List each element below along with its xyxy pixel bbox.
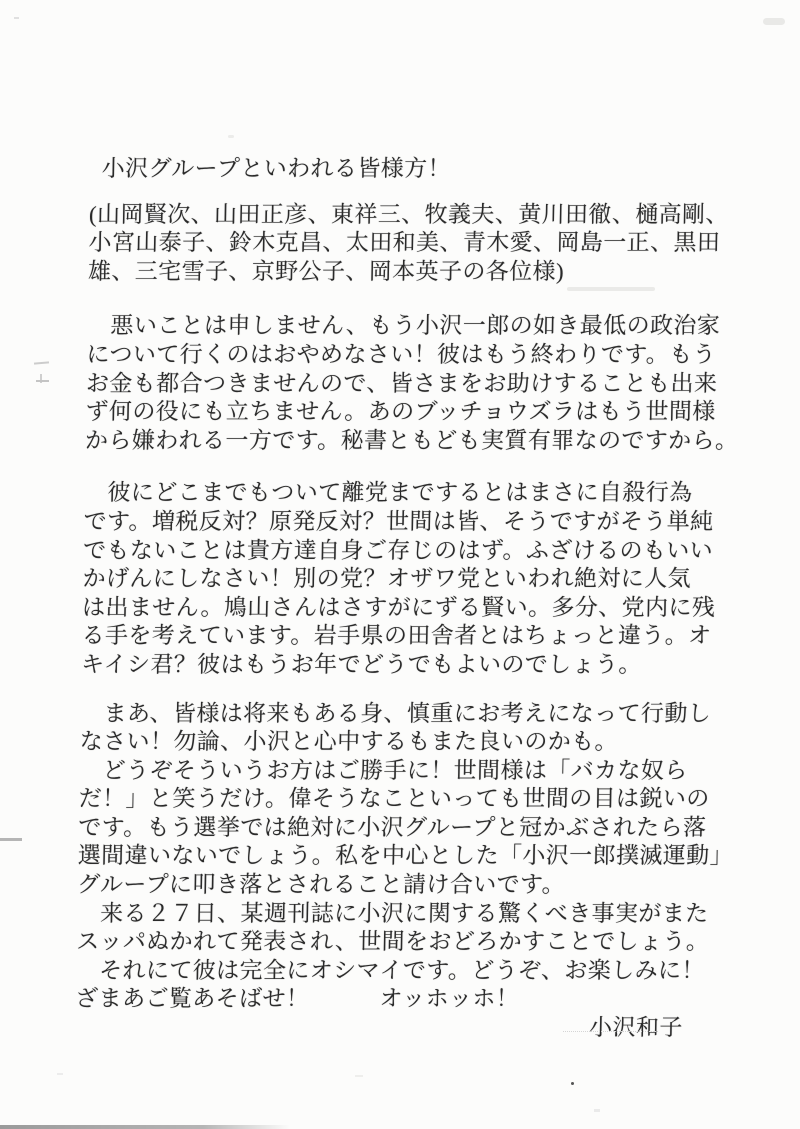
letter-line: だ！」と笑うだけ。偉そうなこといっても世間の目は鋭いの xyxy=(78,786,710,812)
letter-line: かげんにしなさい！別の党？オザワ党といわれ絶対に人気 xyxy=(82,566,692,592)
letter-line: 彼にどこまでもついて離党までするとはまさに自殺行為 xyxy=(83,480,693,506)
pencil-mark xyxy=(40,374,42,383)
letter-body xyxy=(75,155,739,1043)
salutation-line: 小沢グループといわれる皆様方！ xyxy=(101,156,452,181)
letter-line: です。増税反対？原発反対？世間は皆、そうですがそう単純 xyxy=(83,508,714,534)
letter-line: グループに叩き落とされること請け合いです。 xyxy=(77,872,566,898)
letter-line: ざまあご覧あそばせ！ オッホッホ！ xyxy=(75,986,520,1012)
scan-speck xyxy=(57,1073,63,1075)
recipients-line: 小宮山泰子、鈴木克昌、太田和美、青木愛、岡島一正、黒田 xyxy=(88,230,721,256)
recipients-line: 雄、三宅雪子、京野公子、岡本英子の各位様) xyxy=(87,258,565,284)
letter-line: ず何の役にも立ちません。あのブッチョウズラはもう世間様 xyxy=(85,399,716,425)
letter-line: です。もう選挙では絶対に小沢グループと冠かぶされたら落 xyxy=(78,814,707,840)
recipients-block xyxy=(88,201,729,287)
letter-line: でもないことは貴方達自身ご存じのはず。ふざけるのもいい xyxy=(82,537,714,563)
pencil-mark xyxy=(36,380,49,382)
letter-line: から嫌われる一方です。秘書ともども実質有罪なのですから。 xyxy=(84,427,739,453)
pencil-mark xyxy=(34,361,49,364)
letter-line: について行くのはおやめなさい！彼はもう終わりです。もう xyxy=(86,341,717,367)
letter-line: まあ、皆様は将来もある身、慎重にお考えになって行動し xyxy=(80,700,712,726)
scan-speck xyxy=(14,17,19,19)
letter-line: 選間違いないでしょう。私を中心とした「小沢一郎撲滅運動」 xyxy=(77,843,734,869)
scan-speck xyxy=(594,1109,600,1112)
paragraph-2 xyxy=(81,479,724,679)
letter-line: 悪いことは申しません、もう小沢一郎の如き最低の政治家 xyxy=(86,313,721,339)
paragraph-1 xyxy=(84,312,739,455)
scan-speck xyxy=(228,135,234,138)
letter-line: スッパぬかれて発表され、世間をおどろかすことでしょう。 xyxy=(76,929,710,955)
letter-line: る手を考えています。岩手県の田舎者とはちょっと違う。オ xyxy=(81,623,712,649)
letter-line: キイシ君？彼はもうお年でどうでもよいのでしょう。 xyxy=(80,651,643,677)
letter-line: なさい！勿論、小沢と心中するもまた良いのかも。 xyxy=(79,729,619,755)
scan-edge-bar xyxy=(0,1125,290,1129)
letter-line: お金も都合つきませんので、皆さまをお助けすることも出来 xyxy=(85,370,718,396)
scan-smudge xyxy=(763,18,785,25)
letter-line: どうぞそういうお方はご勝手に！世間様は「バカな奴ら xyxy=(79,757,688,783)
paragraph-3 xyxy=(75,700,734,1043)
recipients-line: (山岡賢次、山田正彦、東祥三、牧義夫、黄川田徹、樋高剛、 xyxy=(88,201,730,227)
ink-dot xyxy=(571,1082,574,1085)
letter-line: は出ません。鳩山さんはさすがにずる賢い。多分、党内に残 xyxy=(81,594,716,620)
letter-line: それにて彼は完全にオシマイです。どうぞ、お楽しみに！ xyxy=(75,957,706,983)
signature: 小沢和子 xyxy=(588,1015,683,1041)
letter-line: 来る２７日、某週刊誌に小沢に関する驚くべき事実がまた xyxy=(76,900,709,926)
scan-edge-mark xyxy=(0,838,22,841)
scan-speck xyxy=(355,1075,363,1077)
